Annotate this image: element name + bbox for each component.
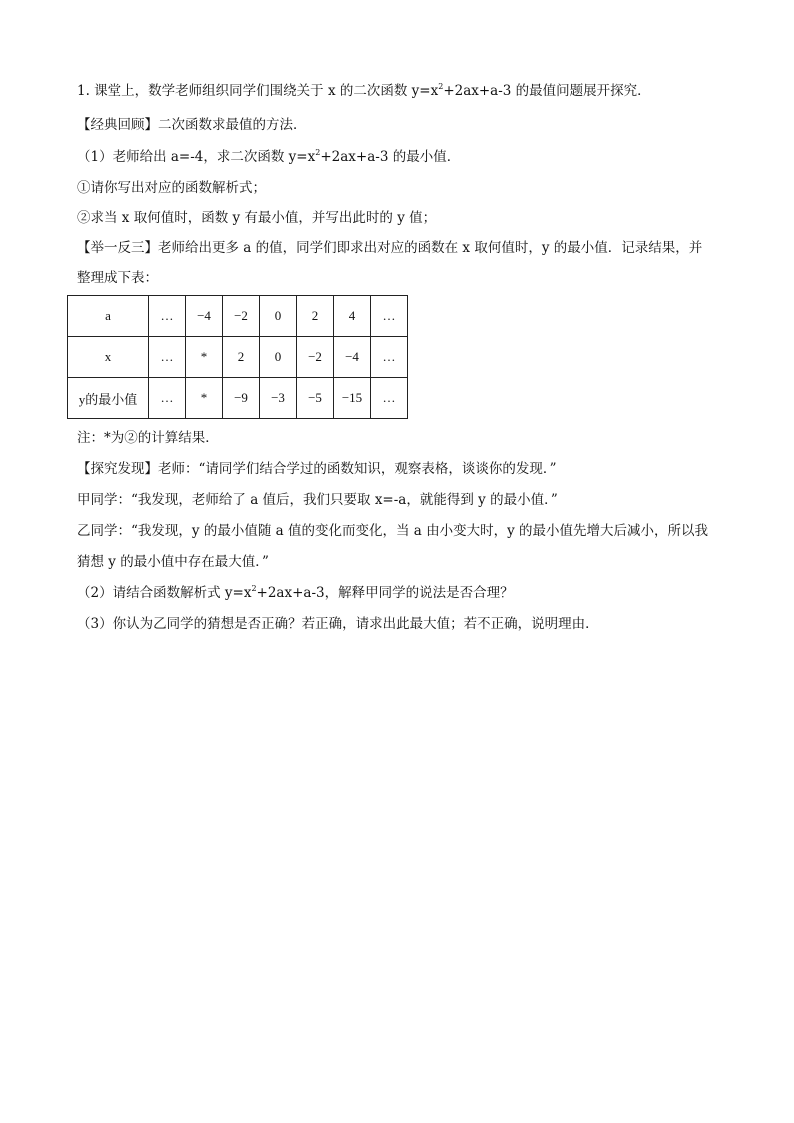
table-row-x bbox=[68, 337, 408, 378]
intro-exponent: 2 bbox=[438, 82, 444, 91]
question-2 bbox=[77, 583, 737, 603]
table-cell: −15 bbox=[334, 378, 371, 419]
table-cell: … bbox=[371, 378, 408, 419]
table-cell: 2 bbox=[297, 296, 334, 337]
table-cell: 4 bbox=[334, 296, 371, 337]
values-table bbox=[67, 295, 408, 419]
extend-text-line-2: 整理成下表： bbox=[77, 270, 158, 286]
table-cell: 0 bbox=[260, 296, 297, 337]
question-2-exponent: 2 bbox=[251, 584, 257, 593]
question-2-text-end: +2ax+a-3，解释甲同学的说法是否合理？ bbox=[256, 585, 514, 601]
question-1 bbox=[77, 147, 737, 167]
review-heading: 【经典回顾】二次函数求最值的方法． bbox=[77, 117, 307, 133]
question-2-text: （2）请结合函数解析式 y=x bbox=[77, 585, 252, 601]
table-cell: −3 bbox=[260, 378, 297, 419]
question-1-part-2: ②求当 x 取何值时，函数 y 有最小值，并写出此时的 y 值； bbox=[77, 210, 437, 226]
table-cell: −5 bbox=[297, 378, 334, 419]
explore-heading: 【探究发现】老师：“请同学们结合学过的函数知识，观察表格，谈谈你的发现．” bbox=[77, 461, 557, 477]
table-cell: … bbox=[149, 378, 186, 419]
question-1-exponent: 2 bbox=[315, 148, 321, 157]
student-a-statement: 甲同学：“我发现，老师给了 a 值后，我们只要取 x=-a，就能得到 y 的最小值．” bbox=[77, 492, 558, 508]
intro-text-end: +2ax+a-3 的最值问题展开探究． bbox=[443, 83, 651, 99]
table-row-header: y的最小值 bbox=[68, 378, 149, 419]
table-cell: −9 bbox=[223, 378, 260, 419]
intro-text: 1. 课堂上，数学老师组织同学们围绕关于 x 的二次函数 y=x bbox=[77, 83, 439, 99]
table-cell: 2 bbox=[223, 337, 260, 378]
table-row-y-min bbox=[68, 378, 408, 419]
table-row-header: x bbox=[68, 337, 149, 378]
question-1-part-1: ①请你写出对应的函数解析式； bbox=[77, 180, 266, 196]
table-cell: * bbox=[186, 378, 223, 419]
table-cell: −2 bbox=[297, 337, 334, 378]
question-1-text: （1）老师给出 a=-4，求二次函数 y=x bbox=[77, 149, 316, 165]
table-cell: −4 bbox=[334, 337, 371, 378]
table-cell: −4 bbox=[186, 296, 223, 337]
table-cell: … bbox=[149, 296, 186, 337]
student-b-statement-line-1: 乙同学：“我发现，y 的最小值随 a 值的变化而变化，当 a 由小变大时，y 的最小值先增大后减小，所以我 bbox=[77, 523, 708, 539]
problem-intro bbox=[77, 81, 737, 101]
table-cell: * bbox=[186, 337, 223, 378]
table-row-header: a bbox=[68, 296, 149, 337]
table-row-a bbox=[68, 296, 408, 337]
table-cell: … bbox=[149, 337, 186, 378]
student-b-statement-line-2: 猜想 y 的最小值中存在最大值．” bbox=[77, 554, 269, 570]
question-3: （3）你认为乙同学的猜想是否正确？若正确，请求出此最大值；若不正确，说明理由． bbox=[77, 616, 599, 632]
extend-text-line-1: 【举一反三】老师给出更多 a 的值，同学们即求出对应的函数在 x 取何值时，y 的最小值．记录结果，并 bbox=[77, 240, 703, 256]
table-cell: … bbox=[371, 337, 408, 378]
question-1-text-end: +2ax+a-3 的最小值． bbox=[320, 149, 461, 165]
table-cell: −2 bbox=[223, 296, 260, 337]
table-cell: 0 bbox=[260, 337, 297, 378]
table-note: 注：*为②的计算结果． bbox=[77, 430, 219, 446]
table-cell: … bbox=[371, 296, 408, 337]
